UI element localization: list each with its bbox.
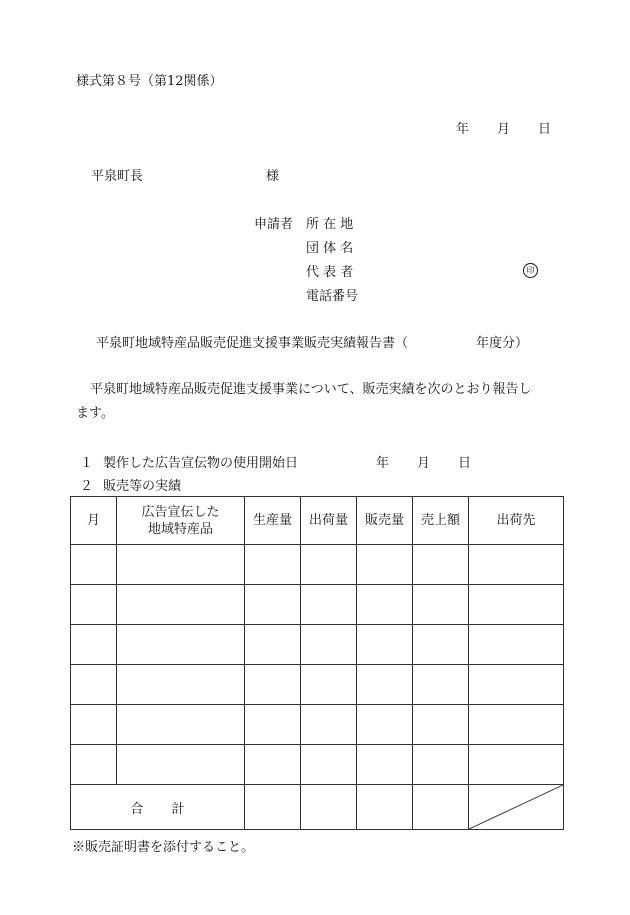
cell-production[interactable]	[245, 705, 301, 745]
cell-shipment[interactable]	[301, 585, 357, 625]
cell-month[interactable]	[71, 625, 117, 665]
cell-month[interactable]	[71, 585, 117, 625]
table-row	[71, 705, 564, 745]
cell-sales-amount[interactable]	[413, 705, 469, 745]
address-label: 所 在 地	[306, 217, 354, 232]
cell-production[interactable]	[245, 745, 301, 785]
cell-sales-amount[interactable]	[413, 745, 469, 785]
cell-sales-volume[interactable]	[357, 665, 413, 705]
total-production[interactable]	[245, 785, 301, 830]
cell-production[interactable]	[245, 665, 301, 705]
total-sales-amount[interactable]	[413, 785, 469, 830]
cell-sales-amount[interactable]	[413, 625, 469, 665]
cell-shipment[interactable]	[301, 745, 357, 785]
seal-icon: 印	[523, 263, 538, 278]
cell-sales-volume[interactable]	[357, 705, 413, 745]
cell-month[interactable]	[71, 745, 117, 785]
cell-sales-volume[interactable]	[357, 745, 413, 785]
cell-sales-amount[interactable]	[413, 545, 469, 585]
cell-destination[interactable]	[469, 545, 564, 585]
total-row	[71, 785, 564, 830]
header-sales-volume: 販売量	[357, 497, 413, 545]
cell-shipment[interactable]	[301, 665, 357, 705]
total-shipment[interactable]	[301, 785, 357, 830]
cell-production[interactable]	[245, 625, 301, 665]
header-product-line2: 地域特産品	[147, 521, 213, 537]
cell-shipment[interactable]	[301, 625, 357, 665]
total-label-cell	[71, 785, 245, 830]
cell-sales-volume[interactable]	[357, 625, 413, 665]
intro-line-2: ます。	[76, 406, 114, 421]
item1-year: 年	[376, 456, 390, 471]
header-sales-amount: 売上額	[413, 497, 469, 545]
date-month-label: 月	[497, 122, 511, 137]
total-label: 合 計	[130, 801, 197, 817]
header-month: 月	[71, 497, 117, 545]
cell-production[interactable]	[245, 585, 301, 625]
cell-product[interactable]	[117, 665, 245, 705]
item2-number: ２	[80, 479, 94, 494]
table-row	[71, 665, 564, 705]
item2-label: 販売等の実績	[103, 479, 182, 494]
form-number: 様式第８号（第12関係）	[76, 74, 223, 89]
header-shipment: 出荷量	[301, 497, 357, 545]
cell-product[interactable]	[117, 705, 245, 745]
cell-shipment[interactable]	[301, 705, 357, 745]
cell-sales-amount[interactable]	[413, 585, 469, 625]
report-title-year-suffix: 年度分）	[476, 336, 529, 351]
cell-destination[interactable]	[469, 625, 564, 665]
table-header-row	[71, 497, 564, 545]
cell-destination[interactable]	[469, 665, 564, 705]
addressee-name: 平泉町長	[91, 169, 144, 184]
cell-product[interactable]	[117, 585, 245, 625]
table-row	[71, 625, 564, 665]
cell-product[interactable]	[117, 545, 245, 585]
item1-number: １	[80, 456, 94, 471]
diagonal-strike	[469, 785, 563, 829]
sales-table	[70, 496, 564, 830]
item1-month: 月	[417, 456, 431, 471]
table-row	[71, 545, 564, 585]
cell-product[interactable]	[117, 625, 245, 665]
total-sales-volume[interactable]	[357, 785, 413, 830]
date-day-label: 日	[538, 122, 552, 137]
seal-mark	[523, 262, 538, 278]
applicant-label: 申請者	[254, 217, 294, 232]
cell-month[interactable]	[71, 665, 117, 705]
cell-month[interactable]	[71, 545, 117, 585]
cell-sales-volume[interactable]	[357, 585, 413, 625]
intro-line-1: 平泉町地域特産品販売促進支援事業について、販売実績を次のとおり報告し	[90, 382, 532, 397]
addressee-honorific: 様	[266, 169, 280, 184]
group-name-label: 団 体 名	[306, 241, 354, 256]
cell-destination[interactable]	[469, 705, 564, 745]
header-destination: 出荷先	[469, 497, 564, 545]
cell-sales-volume[interactable]	[357, 545, 413, 585]
phone-label: 電話番号	[306, 289, 359, 304]
header-production: 生産量	[245, 497, 301, 545]
date-year-label: 年	[456, 122, 470, 137]
item1-label: 製作した広告宣伝物の使用開始日	[103, 456, 299, 471]
cell-destination[interactable]	[469, 585, 564, 625]
cell-month[interactable]	[71, 705, 117, 745]
cell-production[interactable]	[245, 545, 301, 585]
attachment-note: ※販売証明書を添付すること。	[72, 840, 255, 855]
representative-label: 代 表 者	[306, 265, 354, 280]
cell-shipment[interactable]	[301, 545, 357, 585]
header-product-line1: 広告宣伝した	[141, 504, 220, 520]
report-title: 平泉町地域特産品販売促進支援事業販売実績報告書（	[96, 336, 409, 351]
header-product	[117, 497, 245, 545]
cell-sales-amount[interactable]	[413, 665, 469, 705]
cell-product[interactable]	[117, 745, 245, 785]
cell-destination[interactable]	[469, 745, 564, 785]
table-row	[71, 745, 564, 785]
item1-day: 日	[458, 456, 472, 471]
total-destination-disabled	[469, 785, 564, 830]
table-row	[71, 585, 564, 625]
